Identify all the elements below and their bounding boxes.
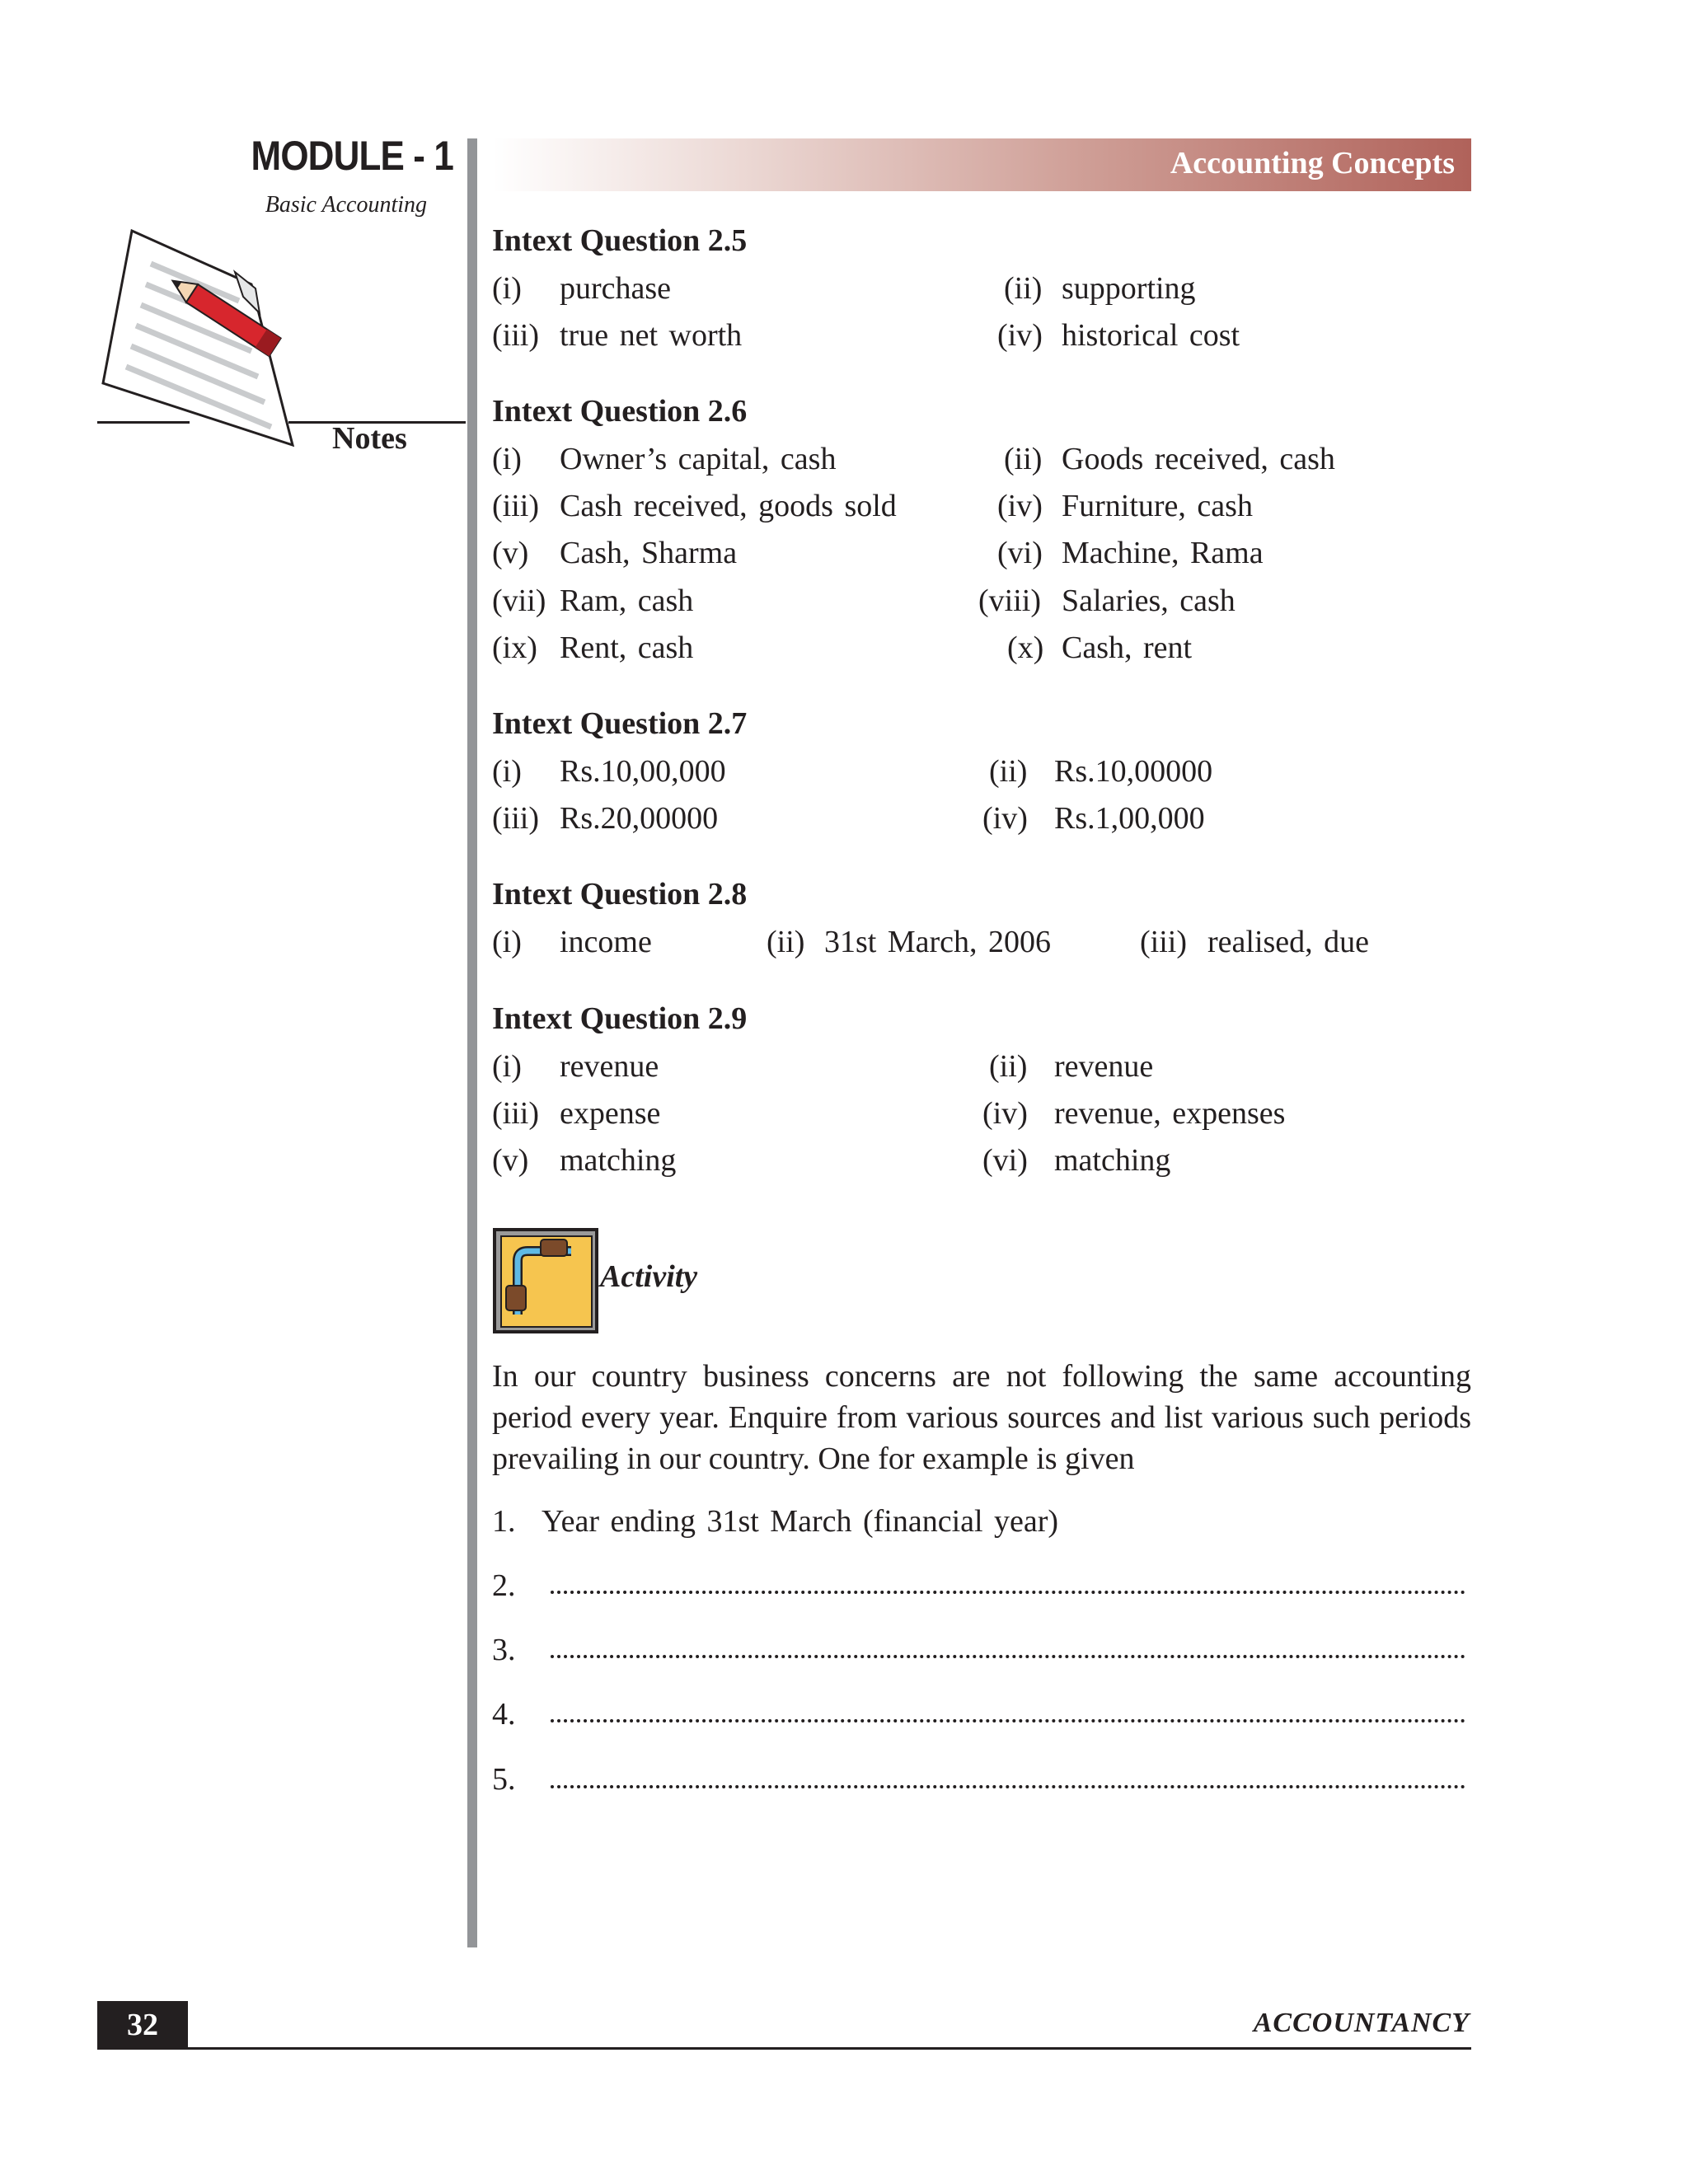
question-title-2-7: Intext Question 2.7 — [492, 706, 748, 741]
answer-item: (viii) Salaries, cash — [978, 583, 1236, 618]
module-title: MODULE - 1 — [251, 133, 453, 179]
activity-list-item: 5. — [492, 1762, 516, 1797]
question-title-2-8: Intext Question 2.8 — [492, 877, 748, 912]
answer-item: (i) income — [492, 925, 652, 959]
answer-item: (iii) realised, due — [1140, 925, 1370, 959]
footer-title: ACCOUNTANCY — [1253, 2008, 1470, 2038]
answer-item: (v) Cash, Sharma — [492, 536, 738, 570]
question-title-2-5: Intext Question 2.5 — [492, 223, 748, 258]
activity-label: Activity — [600, 1259, 698, 1294]
answer-item: (ii) revenue — [989, 1049, 1154, 1084]
answer-blank-line — [551, 1586, 1465, 1594]
answer-blank-line — [551, 1780, 1465, 1788]
answer-item: (iv) revenue, expenses — [982, 1096, 1286, 1131]
activity-paragraph: In our country business concerns are not following the same accounting period every year. Enquire from various sources and list various such periods prevailing in our country. One for example is given — [492, 1359, 1471, 1476]
answer-item: (iv) Rs.1,00,000 — [982, 801, 1205, 836]
module-subtitle: Basic Accounting — [265, 192, 427, 218]
answer-item: (i) Rs.10,00,000 — [492, 754, 726, 789]
activity-icon — [493, 1228, 598, 1333]
notes-label: Notes — [332, 421, 407, 456]
section-header-band — [493, 138, 1471, 191]
notes-rule-left — [97, 421, 190, 424]
answer-item: (i) revenue — [492, 1049, 659, 1084]
answer-item: (ii) 31st March, 2006 — [767, 925, 1052, 959]
activity-list-item: 3. — [492, 1633, 516, 1667]
answer-item: (vii) Ram, cash — [492, 583, 694, 618]
activity-list-item: 1. Year ending 31st March (financial year) — [492, 1504, 1059, 1539]
page-number: 32 — [97, 2001, 188, 2049]
activity-list-item: 2. — [492, 1568, 516, 1603]
notes-paper-pencil-icon — [95, 223, 317, 453]
answer-item: (i) Owner’s capital, cash — [492, 442, 837, 476]
answer-item: (ii) Goods received, cash — [1004, 442, 1335, 476]
answer-item: (iii) expense — [492, 1096, 661, 1131]
answer-item: (v) matching — [492, 1143, 677, 1178]
answer-item: (iii) Rs.20,00000 — [492, 801, 719, 836]
answer-item: (iv) historical cost — [997, 318, 1240, 353]
question-title-2-9: Intext Question 2.9 — [492, 1001, 748, 1036]
answer-item: (iii) true net worth — [492, 318, 743, 353]
answer-blank-line — [551, 1714, 1465, 1722]
vertical-divider — [467, 138, 477, 1947]
answer-item: (i) purchase — [492, 271, 672, 306]
answer-item: (iii) Cash received, goods sold — [492, 489, 897, 523]
footer-rule — [97, 2047, 1471, 2050]
answer-blank-line — [551, 1650, 1465, 1658]
answer-item: (x) Cash, rent — [1007, 630, 1193, 665]
section-title: Accounting Concepts — [1170, 146, 1455, 180]
answer-item: (vi) Machine, Rama — [997, 536, 1264, 570]
answer-item: (iv) Furniture, cash — [997, 489, 1253, 523]
question-title-2-6: Intext Question 2.6 — [492, 394, 748, 429]
activity-list-item: 4. — [492, 1697, 516, 1732]
answer-item: (ix) Rent, cash — [492, 630, 694, 665]
answer-item: (ii) Rs.10,00000 — [989, 754, 1213, 789]
answer-item: (ii) supporting — [1004, 271, 1196, 306]
answer-item: (vi) matching — [982, 1143, 1171, 1178]
